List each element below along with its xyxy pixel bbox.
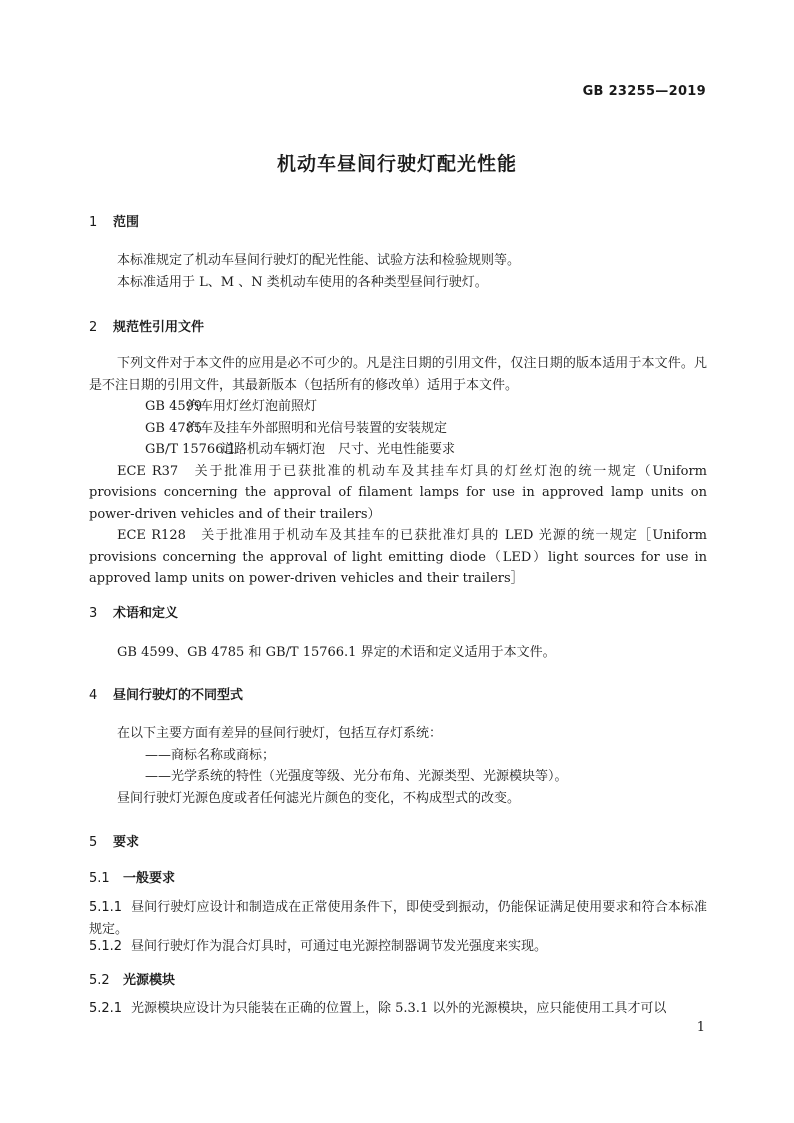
section-title: 要求	[113, 835, 140, 850]
reference-title: 汽车用灯丝灯泡前照灯	[187, 399, 318, 414]
reference-ece-r37: ECE R37 关于批准用于已获批准的机动车及其挂车灯具的灯丝灯泡的统一规定（Uniform provisions concerning the approval of filament lamps for use in approved lamp units on power-driven vehicles and of their trailers）	[89, 463, 707, 522]
subsection-number: 5.2	[89, 973, 110, 988]
section-2-body	[89, 353, 707, 590]
section-number: 1	[89, 215, 98, 230]
list-item-text: 商标名称或商标；	[171, 747, 276, 763]
clause-number: 5.1.1	[89, 900, 123, 915]
clause-number: 5.1.2	[89, 939, 123, 954]
section-number: 5	[89, 835, 98, 850]
section-title: 范围	[113, 215, 140, 230]
clause-text	[89, 998, 707, 1020]
section-1-body	[89, 250, 707, 293]
clause-text	[89, 936, 707, 958]
reference-item	[89, 439, 707, 461]
clause-number: 5.2.1	[89, 1001, 123, 1016]
dash-marker: ——	[145, 747, 171, 763]
section-3-heading	[89, 602, 178, 621]
page-number: 1	[696, 1020, 705, 1035]
subsection-5-2-heading	[89, 969, 175, 988]
section-2-heading	[89, 316, 204, 335]
section-number: 3	[89, 606, 98, 621]
clause-5-1-2	[89, 936, 707, 958]
standard-code: GB 23255—2019	[582, 84, 706, 99]
paragraph: 本标准适用于 L、M 、N 类机动车使用的各种类型昼间行驶灯。	[117, 274, 488, 290]
reference-title: 汽车及挂车外部照明和光信号装置的安装规定	[187, 420, 448, 436]
section-title: 规范性引用文件	[113, 320, 205, 335]
clause-5-1-1	[89, 897, 707, 940]
reference-item	[89, 396, 707, 418]
dash-marker: ——	[145, 769, 171, 784]
reference-code: GB 4785	[145, 420, 203, 436]
section-5-heading	[89, 831, 139, 850]
clause-body: 昼间行驶灯应设计和制造成在正常使用条件下，即使受到振动，仍能保证满足使用要求和符合本标准规定。	[89, 900, 707, 937]
section-4-heading	[89, 684, 243, 703]
paragraph: GB 4599、GB 4785 和 GB/T 15766.1 界定的术语和定义适用于本文件。	[117, 645, 556, 660]
clause-body: 光源模块应设计为只能装在正确的位置上，除 5.3.1 以外的光源模块，应只能使用工具才可以	[131, 1001, 667, 1016]
section-number: 4	[89, 688, 98, 703]
clause-text	[89, 897, 707, 940]
paragraph: 下列文件对于本文件的应用是必不可少的。凡是注日期的引用文件，仅注日期的版本适用于本文件。凡是不注日期的引用文件，其最新版本（包括所有的修改单）适用于本文件。	[89, 356, 707, 393]
paragraph: 在以下主要方面有差异的昼间行驶灯，包括互存灯系统：	[117, 726, 443, 741]
clause-body: 昼间行驶灯作为混合灯具时，可通过电光源控制器调节发光强度来实现。	[131, 939, 548, 954]
list-item	[89, 745, 707, 767]
subsection-number: 5.1	[89, 871, 110, 886]
reference-ece-r128: ECE R128 关于批准用于机动车及其挂车的已获批准灯具的 LED 光源的统一规定［Uniform provisions concerning the approval of light emitting diode（LED）light sources for use in approved lamp units on power-driven vehicles and their trailers］	[89, 528, 707, 586]
subsection-title: 一般要求	[123, 871, 176, 886]
clause-5-2-1	[89, 998, 707, 1020]
reference-code: GB 4599	[145, 399, 203, 414]
document-title: 机动车昼间行驶灯配光性能	[276, 153, 517, 175]
list-item	[89, 766, 707, 788]
subsection-title: 光源模块	[123, 973, 176, 988]
paragraph: 昼间行驶灯光源色度或者任何滤光片颜色的变化，不构成型式的改变。	[117, 790, 521, 806]
section-title: 术语和定义	[113, 606, 179, 621]
list-item-text: 光学系统的特性（光强度等级、光分布角、光源类型、光源模块等）。	[171, 769, 568, 784]
reference-code: GB/T 15766.1	[145, 442, 236, 457]
section-3-body	[89, 642, 707, 664]
subsection-5-1-heading	[89, 867, 175, 886]
section-title: 昼间行驶灯的不同型式	[113, 688, 244, 703]
section-1-heading	[89, 211, 139, 230]
section-4-body	[89, 723, 707, 809]
paragraph: 本标准规定了机动车昼间行驶灯的配光性能、试验方法和检验规则等。	[117, 253, 521, 268]
reference-item	[89, 418, 707, 440]
reference-title: 道路机动车辆灯泡 尺寸、光电性能要求	[221, 442, 456, 457]
section-number: 2	[89, 320, 98, 335]
